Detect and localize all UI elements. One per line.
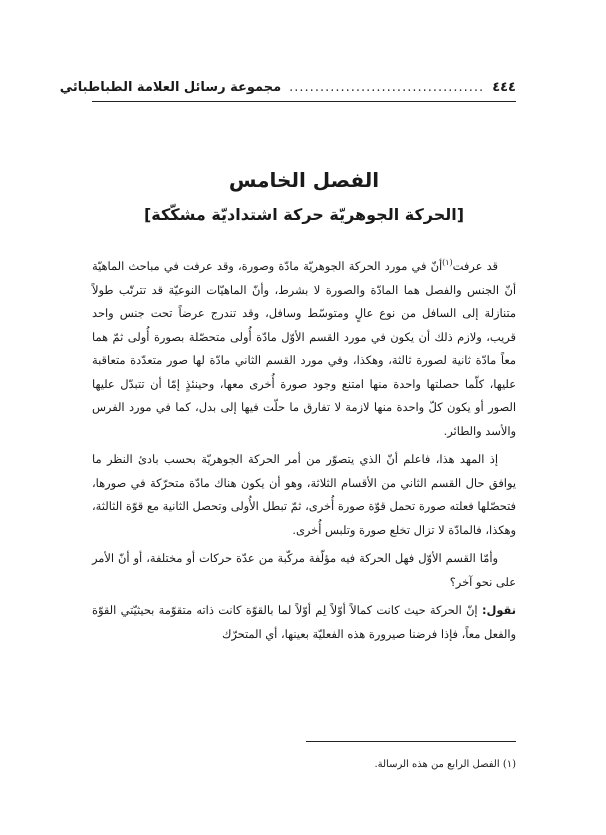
footnote-text: الفصل الرابع من هذه الرسالة.: [374, 759, 500, 770]
footnote-number: (١): [502, 759, 516, 770]
paragraph-2: إذ المهد هذا، فاعلم أنّ الذي يتصوّر من أمر الحركة الجوهريّة بحسب بادئ النظر ما يوافق حال القسم الثاني من الأقسام الثلاثة، وهو أن يكون هناك مادّة متحرّكة في صورها، فتحصّلها فعلته صورة تحمل قوّة صورة أُخرى، ثمّ تبطل الأُولى وتحصل الثانية مع قوّة الثالثة، وهكذا، فالمادّة لا تزال تخلع صورة وتلبس أُخرى.: [92, 452, 516, 537]
header-leader-dots: ......................................: [289, 79, 485, 95]
paragraph-1-start: قد عرفت: [452, 259, 498, 273]
paragraph-4-text: إنّ الحركة حيث كانت كمالاً أوّلاً لِم أوّلاً لما بالقوّة كانت ذاته متقوّمة بحيثيّتي القوّة والفعل معاً، فإذا فرضنا صيرورة هذه الفعليّة بعينها، أي المتحرّك: [92, 603, 516, 641]
chapter-subtitle: [الحركة الجوهريّة حركة اشتداديّة مشكّكة]: [143, 205, 465, 224]
footnote: [92, 759, 516, 770]
paragraph-1-rest: أنّ في مورد الحركة الجوهريّة مادّة وصورة، وقد عرفت في مباحث الماهيّة أنّ الجنس والفصل هما المادّة والصورة لا بشرط، وأنّ الماهيّات النوعيّة قد تترتّب طولاً متنازلة إلى السافل من نوع عالٍ ومتوسّط وسافل، وقد تندرج عرضاً تحت جنس واحد قريب، ولازم ذلك أن يكون في مورد القسم الأوّل مادّة أُولى متحصّلة بصورة أُولى ثمّ هما معاً مادّة ثانية لصورة ثالثة، وهكذا، وفي مورد القسم الثاني مادّة لها صور متعدّدة متعاقبة عليها، كلّما حصلتها واحدة منها امتنع وجود صورة أُخرى معها، وحينئذٍ إمّا أن تتبدّل عليها الصور أو يكون كلّ واحدة منها لازمة لا تفارق ما حلّت فيها إلى بدل، كما في مورد الفرس والأسد والطائر.: [92, 259, 516, 438]
footnote-rule: [306, 741, 516, 742]
paragraph-4: [92, 599, 516, 646]
paragraph-1: [92, 255, 516, 443]
running-header: [59, 76, 516, 98]
header-rule: [92, 101, 516, 102]
paragraph-4-keyword: نقول:: [481, 603, 516, 617]
chapter-title: الفصل الخامس: [228, 168, 380, 192]
page-number: ٤٤٤: [492, 79, 516, 95]
paragraph-3: وأمّا القسم الأوّل فهل الحركة فيه مؤلّفة مركّبة من عدّة حركات أو مختلفة، أو أنّ الأمر على نحو آخر؟: [92, 551, 516, 589]
body-text: [92, 255, 516, 651]
book-title: مجموعة رسائل العلامة الطباطبائي: [59, 79, 282, 95]
footnote-reference: (١): [442, 258, 453, 268]
